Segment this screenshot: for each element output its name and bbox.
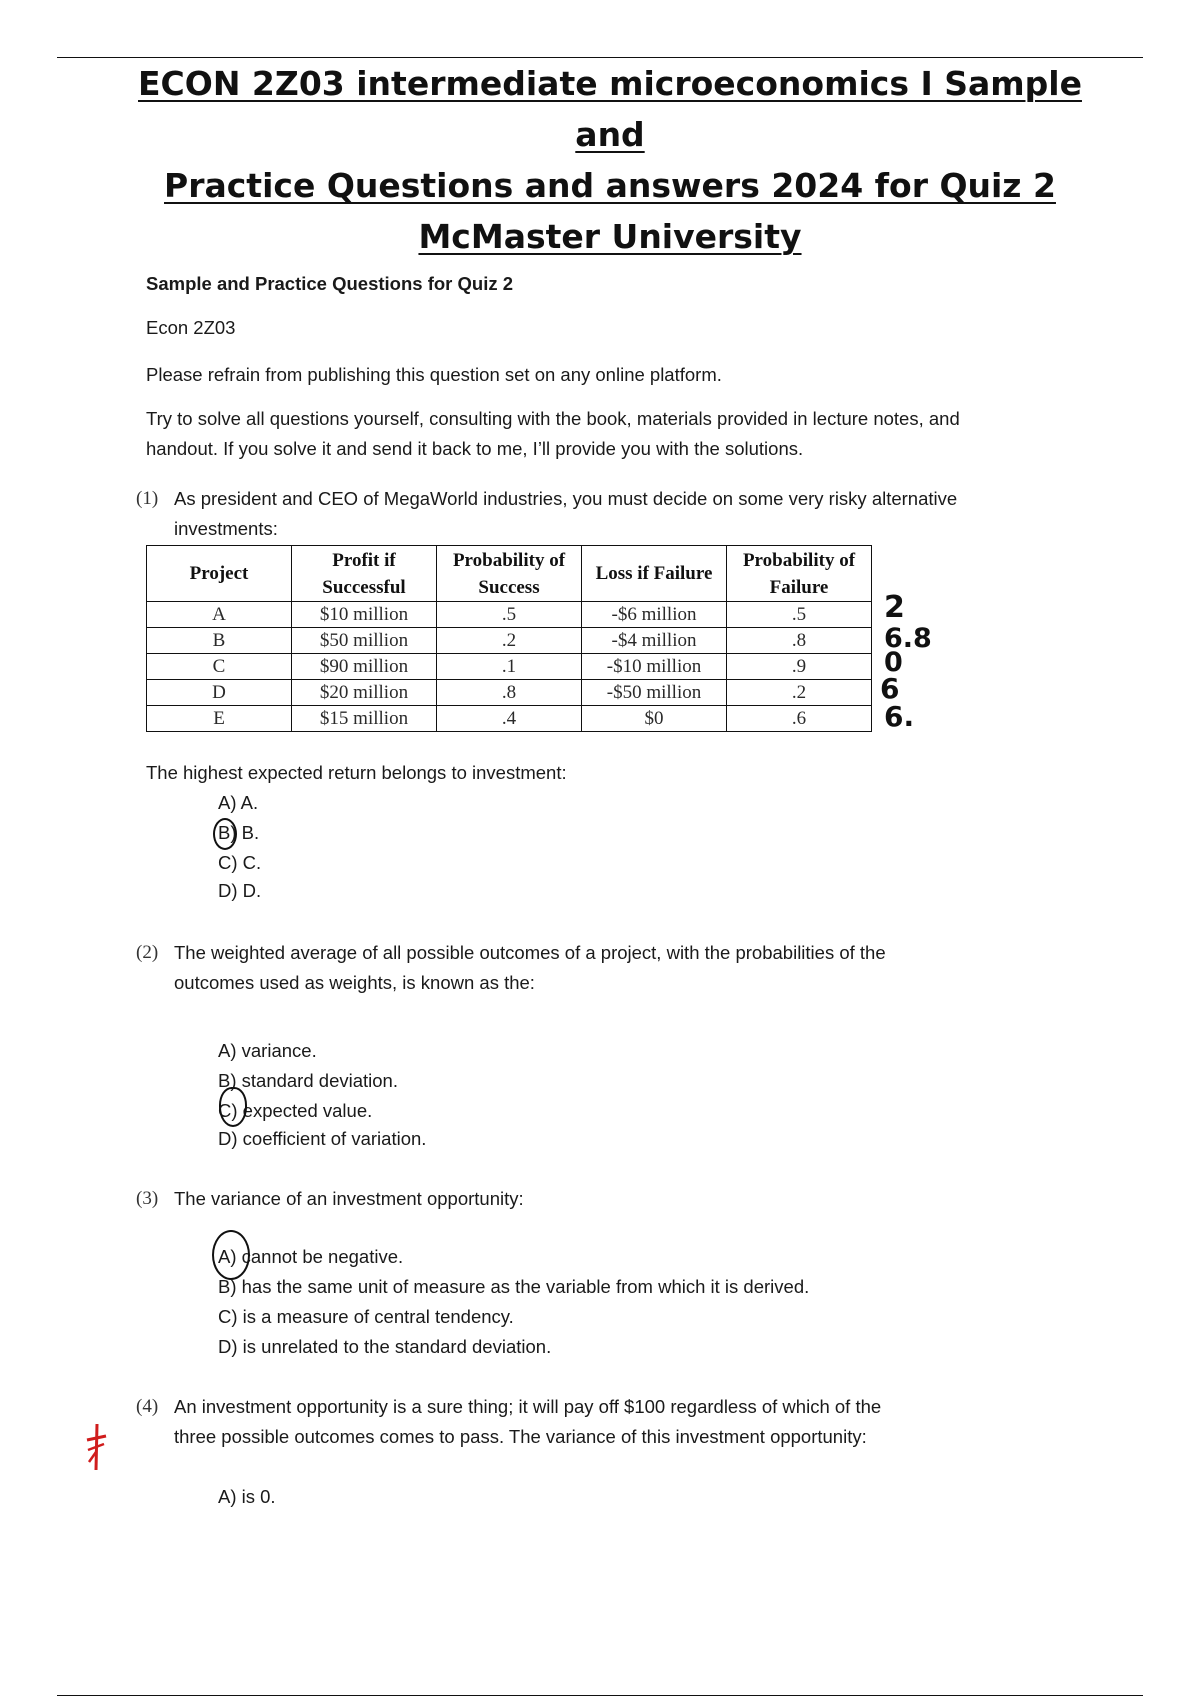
table-header-row (147, 546, 872, 602)
q3-option-b[interactable]: B) has the same unit of measure as the variable from which it is derived. (218, 1276, 810, 1297)
cell-loss: -$4 million (582, 628, 727, 654)
q3-number: (3) (136, 1188, 159, 1209)
q3-option-d[interactable]: D) is unrelated to the standard deviation. (218, 1336, 552, 1357)
q4-option-a[interactable]: A) is 0. (218, 1486, 276, 1507)
q1-prompt: The highest expected return belongs to investment: (146, 762, 567, 783)
red-margin-mark (84, 1422, 110, 1472)
header-prob-failure: Probability of Failure (727, 546, 872, 602)
page-title (120, 58, 1100, 262)
q3-option-a[interactable]: A) cannot be negative. (218, 1246, 404, 1267)
cell-profit: $20 million (292, 680, 437, 706)
q3-text-line-1: The variance of an investment opportunity: (174, 1188, 524, 1209)
cell-loss: $0 (582, 706, 727, 732)
cell-loss: -$50 million (582, 680, 727, 706)
q4-text-line-2: three possible outcomes comes to pass. The variance of this investment opportunity: (174, 1426, 867, 1447)
cell-prob-success: .4 (437, 706, 582, 732)
cell-prob-failure: .6 (727, 706, 872, 732)
cell-prob-failure: .2 (727, 680, 872, 706)
cell-prob-success: .8 (437, 680, 582, 706)
cell-profit: $90 million (292, 654, 437, 680)
q1-number: (1) (136, 488, 159, 509)
instructions-line-2: handout. If you solve it and send it back to me, I’ll provide you with the solutions. (146, 438, 804, 459)
table-row (147, 602, 872, 628)
table-row (147, 654, 872, 680)
bottom-rule (57, 1695, 1143, 1696)
q1-option-d[interactable]: D) D. (218, 880, 262, 901)
cell-project: B (147, 628, 292, 654)
cell-prob-success: .1 (437, 654, 582, 680)
q3-option-c[interactable]: C) is a measure of central tendency. (218, 1306, 514, 1327)
q1-option-c[interactable]: C) C. (218, 852, 262, 873)
header-prob-success: Probability of Success (437, 546, 582, 602)
q1-option-a[interactable]: A) A. (218, 792, 259, 813)
cell-profit: $15 million (292, 706, 437, 732)
header-profit: Profit if Successful (292, 546, 437, 602)
title-line-2: Practice Questions and answers 2024 for Quiz 2 (164, 166, 1056, 205)
table-row (147, 680, 872, 706)
cell-loss: -$6 million (582, 602, 727, 628)
handwritten-note: 6 (880, 672, 900, 705)
q1-text-line-1: As president and CEO of MegaWorld industries, you must decide on some very risky alternative (174, 488, 958, 509)
cell-prob-success: .2 (437, 628, 582, 654)
table-row (147, 706, 872, 732)
title-line-1: ECON 2Z03 intermediate microeconomics I Sample and (138, 64, 1082, 154)
cell-loss: -$10 million (582, 654, 727, 680)
q2-number: (2) (136, 942, 159, 963)
investment-table (146, 545, 872, 732)
table-row (147, 628, 872, 654)
cell-project: A (147, 602, 292, 628)
q1-text-line-2: investments: (174, 518, 278, 539)
handwritten-note: 0 (884, 647, 903, 678)
header-loss: Loss if Failure (582, 546, 727, 602)
cell-project: D (147, 680, 292, 706)
q4-number: (4) (136, 1396, 159, 1417)
cell-profit: $50 million (292, 628, 437, 654)
q1-option-b[interactable]: B) B. (218, 822, 260, 843)
q2-option-c[interactable]: C) expected value. (218, 1100, 373, 1121)
cell-prob-failure: .8 (727, 628, 872, 654)
cell-project: C (147, 654, 292, 680)
notice-text: Please refrain from publishing this question set on any online platform. (146, 364, 722, 385)
q2-text-line-1: The weighted average of all possible outcomes of a project, with the probabilities of the (174, 942, 886, 963)
q2-option-d[interactable]: D) coefficient of variation. (218, 1128, 427, 1149)
q4-text-line-1: An investment opportunity is a sure thing; it will pay off $100 regardless of which of the (174, 1396, 882, 1417)
q2-text-line-2: outcomes used as weights, is known as the: (174, 972, 535, 993)
handwritten-note: 6.8 (884, 623, 932, 654)
cell-prob-failure: .5 (727, 602, 872, 628)
course-code: Econ 2Z03 (146, 317, 236, 338)
instructions-line-1: Try to solve all questions yourself, consulting with the book, materials provided in lecture notes, and (146, 408, 960, 429)
cell-prob-success: .5 (437, 602, 582, 628)
answer-circle-mark (212, 1230, 250, 1280)
title-line-3: McMaster University (418, 217, 802, 256)
answer-circle-mark (219, 1087, 247, 1127)
section-heading: Sample and Practice Questions for Quiz 2 (146, 273, 514, 294)
cell-prob-failure: .9 (727, 654, 872, 680)
q2-option-b[interactable]: B) standard deviation. (218, 1070, 398, 1091)
handwritten-note: 6. (884, 700, 915, 733)
cell-project: E (147, 706, 292, 732)
handwritten-note: 2 (884, 590, 905, 625)
answer-circle-mark (213, 818, 237, 850)
cell-profit: $10 million (292, 602, 437, 628)
header-project: Project (147, 546, 292, 602)
q2-option-a[interactable]: A) variance. (218, 1040, 317, 1061)
